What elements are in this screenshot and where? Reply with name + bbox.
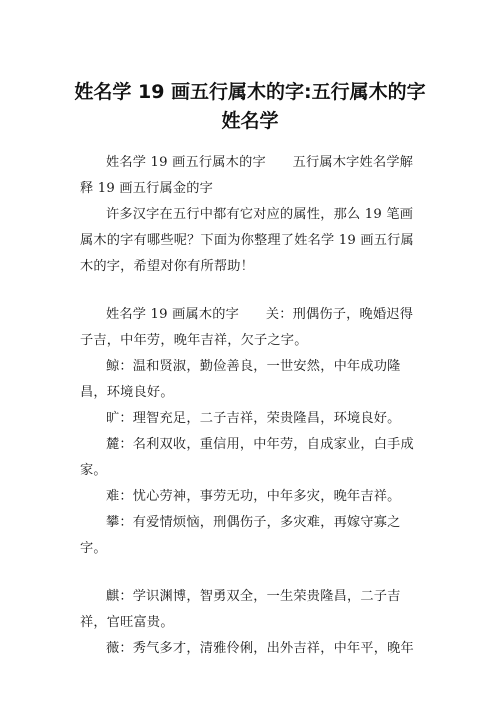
paragraph: 姓名学 19 画属木的字 关：刑偶伤子，晚婚迟得子吉，中年劳，晚年吉祥，欠子之字。 [80, 307, 414, 348]
paragraph: 难：忧心劳神，事劳无功，中年多灾，晚年吉祥。 [106, 489, 401, 504]
paragraph: 鲸：温和贤淑，勤俭善良，一世安然，中年成功隆昌，环境良好。 [80, 359, 401, 400]
paragraph: 麒：学识渊博，智勇双全，一生荣贵隆昌，二子吉祥，官旺富贵。 [80, 589, 401, 630]
document-body [80, 150, 420, 662]
page-title [40, 78, 460, 136]
title-line-1: 姓名学 19 画五行属木的字:五行属木的字 [74, 81, 426, 103]
paragraph-gap [80, 280, 420, 302]
paragraph: 旷：理智充足，二子吉祥，荣贵隆昌，环境良好。 [106, 411, 401, 426]
paragraph-gap [80, 562, 420, 584]
paragraph: 姓名学 19 画五行属木的字 五行属木字姓名学解释 19 画五行属金的字 [80, 155, 414, 196]
paragraph: 许多汉字在五行中都有它对应的属性，那么 19 笔画属木的字有哪些呢？下面为你整理了姓名学 19 画五行属木的字，希望对你有所帮助！ [80, 207, 414, 274]
title-line-2: 姓名学 [221, 110, 279, 132]
paragraph: 薇：秀气多才，清雅伶俐，出外吉祥，中年平，晚年 [106, 641, 414, 656]
paragraph: 麓：名利双收，重信用，中年劳，自成家业，白手成家。 [80, 437, 414, 478]
paragraph: 攀：有爱情烦恼，刑偶伤子，多灾难，再嫁守寡之字。 [80, 515, 401, 556]
